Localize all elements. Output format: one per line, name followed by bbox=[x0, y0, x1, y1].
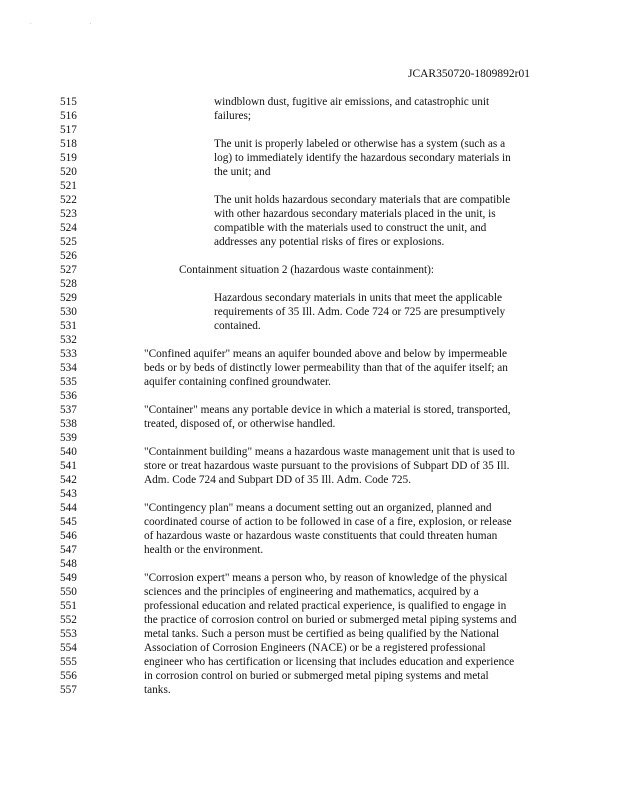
line-number: 550 bbox=[60, 586, 77, 598]
text-line bbox=[60, 277, 580, 291]
line-number: 525 bbox=[60, 236, 77, 248]
text-line bbox=[60, 291, 580, 305]
line-number: 520 bbox=[60, 166, 77, 178]
line-text: metal tanks. Such a person must be certified as being qualified by the National bbox=[144, 628, 500, 640]
line-number: 517 bbox=[60, 124, 77, 136]
line-text: Hazardous secondary materials in units that meet the applicable bbox=[214, 292, 502, 304]
line-text: the practice of corrosion control on buried or submerged metal piping systems and bbox=[144, 614, 517, 626]
text-line bbox=[60, 655, 580, 669]
line-number: 544 bbox=[60, 502, 77, 514]
line-text: treated, disposed of, or otherwise handled. bbox=[144, 418, 336, 430]
line-text: "Confined aquifer" means an aquifer bounded above and below by impermeable bbox=[144, 348, 508, 360]
line-number: 532 bbox=[60, 334, 77, 346]
line-number: 540 bbox=[60, 446, 77, 458]
line-number: 556 bbox=[60, 670, 77, 682]
text-line bbox=[60, 347, 580, 361]
line-number: 516 bbox=[60, 110, 77, 122]
text-line bbox=[60, 571, 580, 585]
text-line bbox=[60, 543, 580, 557]
text-line bbox=[60, 193, 580, 207]
line-number: 546 bbox=[60, 530, 77, 542]
line-number: 522 bbox=[60, 194, 77, 206]
text-line bbox=[60, 375, 580, 389]
line-number: 527 bbox=[60, 264, 77, 276]
line-text: failures; bbox=[214, 110, 252, 122]
line-text: requirements of 35 Ill. Adm. Code 724 or 725 are presumptively bbox=[214, 306, 506, 318]
line-text: Adm. Code 724 and Subpart DD of 35 Ill. Adm. Code 725. bbox=[144, 474, 412, 486]
line-number: 515 bbox=[60, 96, 77, 108]
text-line bbox=[60, 235, 580, 249]
line-number: 554 bbox=[60, 642, 77, 654]
text-line bbox=[60, 151, 580, 165]
text-line bbox=[60, 613, 580, 627]
text-line bbox=[60, 249, 580, 263]
text-line bbox=[60, 473, 580, 487]
line-number: 535 bbox=[60, 376, 77, 388]
line-text: Containment situation 2 (hazardous waste containment): bbox=[179, 264, 435, 276]
text-line bbox=[60, 137, 580, 151]
line-text: tanks. bbox=[144, 684, 171, 696]
line-number: 529 bbox=[60, 292, 77, 304]
line-number: 553 bbox=[60, 628, 77, 640]
line-number: 543 bbox=[60, 488, 77, 500]
text-line bbox=[60, 669, 580, 683]
line-text: beds or by beds of distinctly lower permeability than that of the aquifer itself; an bbox=[144, 362, 508, 374]
line-text: aquifer containing confined groundwater. bbox=[144, 376, 331, 388]
line-text: of hazardous waste or hazardous waste constituents that could threaten human bbox=[144, 530, 498, 542]
document-id-header: JCAR350720-1809892r01 bbox=[407, 68, 530, 80]
text-line bbox=[60, 585, 580, 599]
text-line bbox=[60, 305, 580, 319]
line-number: 548 bbox=[60, 558, 77, 570]
line-text: sciences and the principles of engineering and mathematics, acquired by a bbox=[144, 586, 479, 598]
line-text: "Corrosion expert" means a person who, by reason of knowledge of the physical bbox=[144, 572, 508, 584]
line-number: 534 bbox=[60, 362, 77, 374]
line-text: "Container" means any portable device in which a material is stored, transported, bbox=[144, 404, 511, 416]
text-line bbox=[60, 333, 580, 347]
line-text: Association of Corrosion Engineers (NACE) or be a registered professional bbox=[144, 642, 486, 654]
text-line bbox=[60, 403, 580, 417]
text-line bbox=[60, 487, 580, 501]
line-number: 538 bbox=[60, 418, 77, 430]
line-number: 555 bbox=[60, 656, 77, 668]
text-line bbox=[60, 263, 580, 277]
text-line bbox=[60, 361, 580, 375]
line-text: health or the environment. bbox=[144, 544, 264, 556]
text-line bbox=[60, 319, 580, 333]
line-number: 536 bbox=[60, 390, 77, 402]
line-text: log) to immediately identify the hazardous secondary materials in bbox=[214, 152, 511, 164]
text-line bbox=[60, 207, 580, 221]
line-number: 537 bbox=[60, 404, 77, 416]
line-number: 545 bbox=[60, 516, 77, 528]
line-number: 531 bbox=[60, 320, 77, 332]
line-text: contained. bbox=[214, 320, 261, 332]
line-number: 533 bbox=[60, 348, 77, 360]
text-line bbox=[60, 123, 580, 137]
text-line bbox=[60, 459, 580, 473]
line-number: 542 bbox=[60, 474, 77, 486]
text-line bbox=[60, 389, 580, 403]
line-number: 518 bbox=[60, 138, 77, 150]
line-number: 526 bbox=[60, 250, 77, 262]
line-number: 523 bbox=[60, 208, 77, 220]
line-text: in corrosion control on buried or submerged metal piping systems and metal bbox=[144, 670, 489, 682]
text-line bbox=[60, 95, 580, 109]
line-number: 521 bbox=[60, 180, 77, 192]
text-line bbox=[60, 627, 580, 641]
text-line bbox=[60, 109, 580, 123]
line-number: 547 bbox=[60, 544, 77, 556]
text-line bbox=[60, 445, 580, 459]
text-line bbox=[60, 515, 580, 529]
line-number: 552 bbox=[60, 614, 77, 626]
line-number: 541 bbox=[60, 460, 77, 472]
text-line bbox=[60, 179, 580, 193]
line-text: engineer who has certification or licensing that includes education and experience bbox=[144, 656, 515, 668]
line-number: 519 bbox=[60, 152, 77, 164]
text-line bbox=[60, 641, 580, 655]
text-line bbox=[60, 165, 580, 179]
text-line bbox=[60, 529, 580, 543]
line-number: 549 bbox=[60, 572, 77, 584]
line-text: with other hazardous secondary materials placed in the unit, is bbox=[214, 208, 496, 220]
text-line bbox=[60, 431, 580, 445]
line-text: coordinated course of action to be followed in case of a fire, explosion, or release bbox=[144, 516, 512, 528]
line-number: 530 bbox=[60, 306, 77, 318]
line-text: compatible with the materials used to construct the unit, and bbox=[214, 222, 487, 234]
text-line bbox=[60, 501, 580, 515]
scan-corner-marks: . . bbox=[30, 18, 120, 26]
line-text: "Contingency plan" means a document setting out an organized, planned and bbox=[144, 502, 492, 514]
line-number: 557 bbox=[60, 684, 77, 696]
text-line bbox=[60, 417, 580, 431]
text-line bbox=[60, 557, 580, 571]
line-number: 539 bbox=[60, 432, 77, 444]
line-text: The unit is properly labeled or otherwise has a system (such as a bbox=[214, 138, 506, 150]
line-number: 551 bbox=[60, 600, 77, 612]
line-text: store or treat hazardous waste pursuant to the provisions of Subpart DD of 35 Ill. bbox=[144, 460, 510, 472]
line-text: professional education and related practical experience, is qualified to engage in bbox=[144, 600, 507, 612]
line-text: windblown dust, fugitive air emissions, and catastrophic unit bbox=[214, 96, 490, 108]
line-text: "Containment building" means a hazardous waste management unit that is used to bbox=[144, 446, 515, 458]
numbered-text-body bbox=[60, 95, 580, 697]
line-text: The unit holds hazardous secondary materials that are compatible bbox=[214, 194, 511, 206]
text-line bbox=[60, 221, 580, 235]
text-line bbox=[60, 599, 580, 613]
line-number: 524 bbox=[60, 222, 77, 234]
line-text: addresses any potential risks of fires or explosions. bbox=[214, 236, 445, 248]
line-number: 528 bbox=[60, 278, 77, 290]
text-line bbox=[60, 683, 580, 697]
line-text: the unit; and bbox=[214, 166, 271, 178]
